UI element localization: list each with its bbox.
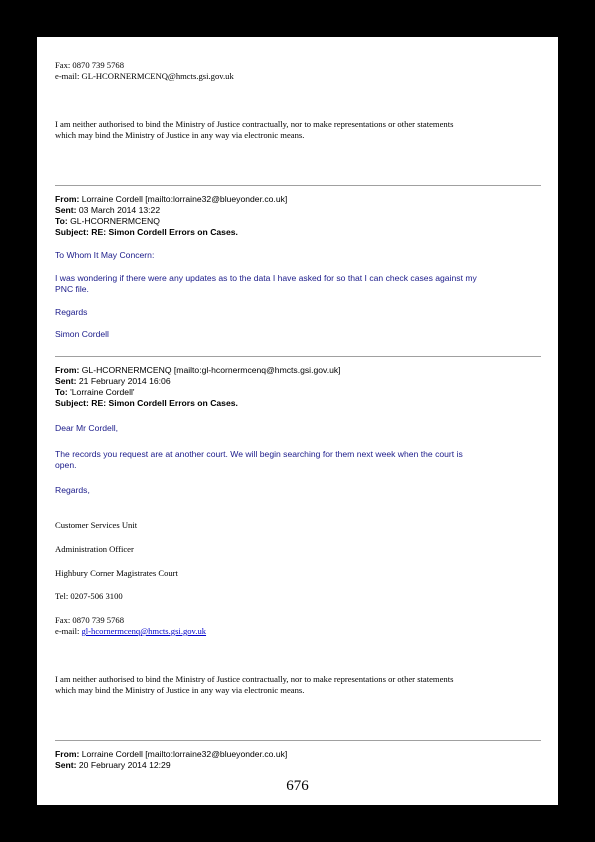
- email2-greeting: Dear Mr Cordell,: [55, 423, 119, 433]
- email1-subject-value: RE: Simon Cordell Errors on Cases.: [91, 227, 238, 237]
- email1-sent-value: 03 March 2014 13:22: [78, 205, 161, 215]
- email1-from-value: Lorraine Cordell [mailto:lorraine32@blueyonder.co.uk]: [81, 194, 288, 204]
- email1-to-label: To:: [55, 216, 68, 226]
- top-email-line: [55, 71, 234, 81]
- email2-court: Highbury Corner Magistrates Court: [55, 568, 178, 578]
- email1-to-row: [55, 216, 160, 226]
- email2-role: Administration Officer: [55, 544, 134, 554]
- email2-to-label: To:: [55, 387, 68, 397]
- email3-from-value: Lorraine Cordell [mailto:lorraine32@blueyonder.co.uk]: [81, 749, 288, 759]
- email2-body-line-1: The records you request are at another court. We will begin searching for them next week when the court is: [55, 449, 463, 459]
- email1-sent-row: [55, 205, 160, 215]
- email2-sent-label: Sent:: [55, 376, 77, 386]
- email2-to-value: 'Lorraine Cordell': [70, 387, 135, 397]
- divider-1: [55, 185, 541, 186]
- email2-from-label: From:: [55, 365, 80, 375]
- email3-sent-row: [55, 760, 171, 770]
- email2-disclaimer-line-2: which may bind the Ministry of Justice in any way via electronic means.: [55, 685, 305, 695]
- email1-sent-label: Sent:: [55, 205, 77, 215]
- email2-sent-row: [55, 376, 171, 386]
- email2-from-value: GL-HCORNERMCENQ [mailto:gl-hcornermcenq@hmcts.gsi.gov.uk]: [81, 365, 341, 375]
- email2-from-row: [55, 365, 341, 375]
- email1-to-value: GL-HCORNERMCENQ: [70, 216, 160, 226]
- email1-body-line-2: PNC file.: [55, 284, 89, 294]
- email2-regards: Regards,: [55, 485, 90, 495]
- top-disclaimer-line-2: which may bind the Ministry of Justice in any way via electronic means.: [55, 130, 305, 140]
- email2-body-line-2: open.: [55, 460, 77, 470]
- email2-email-line: [55, 626, 206, 636]
- document-page: [37, 37, 558, 805]
- divider-2: [55, 356, 541, 357]
- top-disclaimer-line-1: I am neither authorised to bind the Ministry of Justice contractually, nor to make representations or other statements: [55, 119, 454, 129]
- email2-subject-row: [55, 398, 238, 408]
- email2-subject-value: RE: Simon Cordell Errors on Cases.: [91, 398, 238, 408]
- email3-sent-value: 20 February 2014 12:29: [78, 760, 171, 770]
- email3-from-label: From:: [55, 749, 80, 759]
- email2-email-link[interactable]: gl-hcornermcenq@hmcts.gsi.gov.uk: [81, 626, 207, 636]
- email3-sent-label: Sent:: [55, 760, 77, 770]
- email2-fax: Fax: 0870 739 5768: [55, 615, 124, 625]
- email2-sent-value: 21 February 2014 16:06: [78, 376, 171, 386]
- email3-from-row: [55, 749, 287, 759]
- email2-to-row: [55, 387, 135, 397]
- email1-body-line-1: I was wondering if there were any updates as to the data I have asked for so that I can check cases against my: [55, 273, 477, 283]
- email1-greeting: To Whom It May Concern:: [55, 250, 155, 260]
- divider-3: [55, 740, 541, 741]
- top-fax-line: Fax: 0870 739 5768: [55, 60, 124, 70]
- email1-signature: Simon Cordell: [55, 329, 109, 339]
- email1-from-row: [55, 194, 287, 204]
- email2-disclaimer-line-1: I am neither authorised to bind the Ministry of Justice contractually, nor to make representations or other statements: [55, 674, 454, 684]
- top-email-prefix: e-mail:: [55, 71, 80, 81]
- email2-subject-label: Subject:: [55, 398, 89, 408]
- email1-from-label: From:: [55, 194, 80, 204]
- email2-tel: Tel: 0207-506 3100: [55, 591, 123, 601]
- top-email-address[interactable]: GL-HCORNERMCENQ@hmcts.gsi.gov.uk: [81, 71, 234, 81]
- email1-regards: Regards: [55, 307, 88, 317]
- email2-email-prefix: e-mail:: [55, 626, 80, 636]
- page-number: 676: [286, 778, 309, 794]
- email2-unit: Customer Services Unit: [55, 520, 138, 530]
- email1-subject-row: [55, 227, 238, 237]
- email1-subject-label: Subject:: [55, 227, 89, 237]
